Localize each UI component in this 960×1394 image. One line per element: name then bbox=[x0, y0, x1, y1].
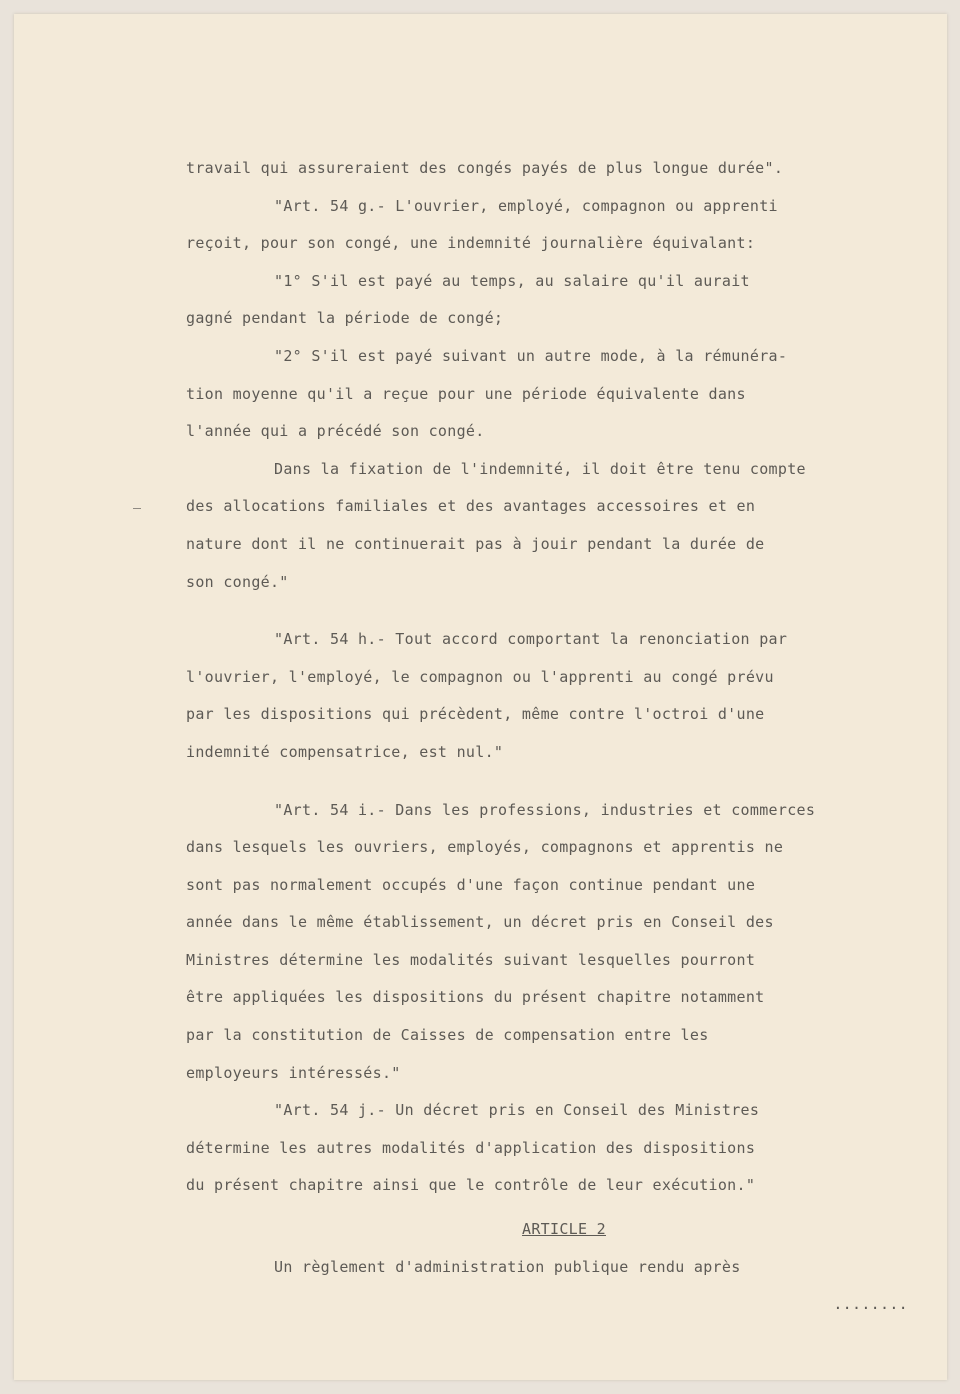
text-line-21: Ministres détermine les modalités suivant lesquelles pourront bbox=[186, 950, 756, 969]
text-line-8: l'année qui a précédé son congé. bbox=[186, 422, 485, 441]
continuation-dots: ........ bbox=[833, 1295, 908, 1314]
text-line-art-54j: "Art. 54 j.- Un décret pris en Conseil des Ministres bbox=[274, 1101, 760, 1120]
text-line-18: dans lesquels les ouvriers, employés, compagnons et apprentis ne bbox=[186, 838, 784, 857]
text-line-11: nature dont il ne continuerait pas à jouir pendant la durée de bbox=[186, 534, 765, 553]
text-line-16: indemnité compensatrice, est nul." bbox=[186, 742, 504, 761]
text-line-7: tion moyenne qu'il a reçue pour une période équivalente dans bbox=[186, 384, 746, 403]
text-line-6: "2° S'il est payé suivant un autre mode, à la rémunéra- bbox=[274, 346, 788, 365]
text-line-27: du présent chapitre ainsi que le contrôle de leur exécution." bbox=[186, 1176, 756, 1195]
text-line-art-54h: "Art. 54 h.- Tout accord comportant la renonciation par bbox=[274, 630, 788, 649]
text-line-9: Dans la fixation de l'indemnité, il doit être tenu compte bbox=[274, 459, 806, 478]
text-line-19: sont pas normalement occupés d'une façon continue pendant une bbox=[186, 875, 756, 894]
text-line-5: gagné pendant la période de congé; bbox=[186, 309, 504, 328]
text-line-23: par la constitution de Caisses de compensation entre les bbox=[186, 1026, 709, 1045]
text-line-12: son congé." bbox=[186, 572, 289, 591]
text-line-10: des allocations familiales et des avantages accessoires et en bbox=[186, 497, 756, 516]
text-line-15: par les dispositions qui précèdent, même contre l'octroi d'une bbox=[186, 705, 765, 724]
text-line-4: "1° S'il est payé au temps, au salaire qu'il aurait bbox=[274, 271, 750, 290]
text-line-art-54i: "Art. 54 i.- Dans les professions, industries et commerces bbox=[274, 800, 816, 819]
paragraph-gap bbox=[186, 772, 916, 792]
margin-mark bbox=[133, 508, 141, 509]
paragraph-gap bbox=[186, 601, 916, 621]
text-line-1: travail qui assureraient des congés payés de plus longue durée". bbox=[186, 159, 784, 177]
text-line-3: reçoit, pour son congé, une indemnité journalière équivalant: bbox=[186, 234, 756, 253]
text-line-art-54g: "Art. 54 g.- L'ouvrier, employé, compagnon ou apprenti bbox=[274, 196, 778, 215]
text-line-final: Un règlement d'administration publique rendu après bbox=[274, 1257, 741, 1276]
text-line-24: employeurs intéressés." bbox=[186, 1063, 401, 1082]
text-line-14: l'ouvrier, l'employé, le compagnon ou l'apprenti au congé prévu bbox=[186, 667, 774, 686]
text-line-26: détermine les autres modalités d'application des dispositions bbox=[186, 1138, 756, 1157]
typed-text-body bbox=[186, 150, 916, 1324]
text-line-22: être appliquées les dispositions du présent chapitre notamment bbox=[186, 988, 765, 1007]
text-line-20: année dans le même établissement, un décret pris en Conseil des bbox=[186, 913, 774, 932]
article-heading: ARTICLE 2 bbox=[522, 1220, 606, 1239]
